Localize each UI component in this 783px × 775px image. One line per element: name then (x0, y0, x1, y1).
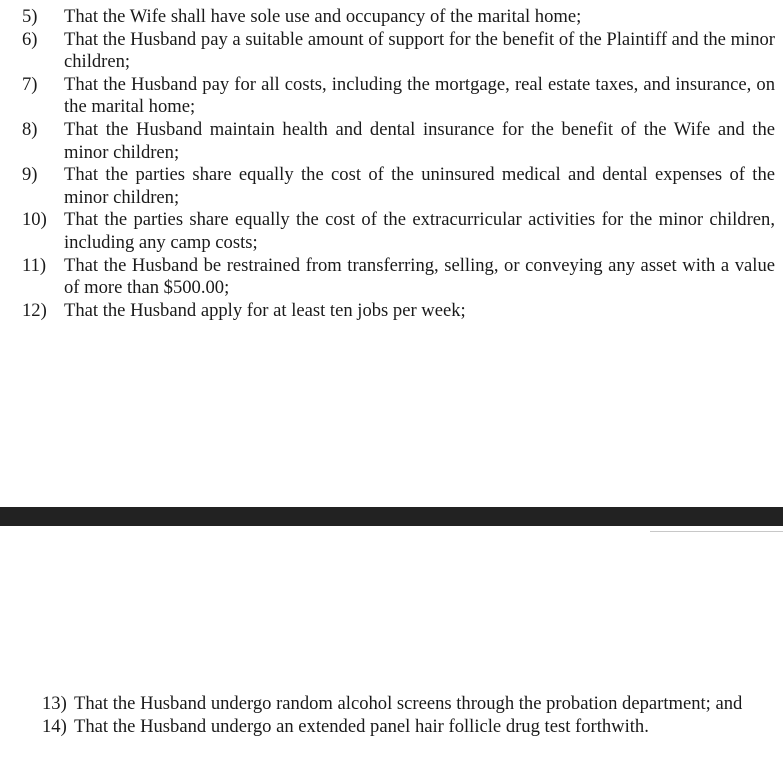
numbered-list-top (0, 6, 783, 322)
item-number: 7) (22, 73, 38, 95)
item-text: That the Wife shall have sole use and occupancy of the marital home; (64, 6, 582, 27)
list-item (0, 119, 783, 164)
list-item (0, 300, 783, 323)
list-item (0, 716, 783, 739)
item-text: That the Husband pay a suitable amount of support for the benefit of the Plaintiff and the minor children; (64, 28, 775, 73)
item-number: 5) (22, 6, 38, 27)
list-item (0, 29, 783, 74)
list-item (0, 164, 783, 209)
item-number: 8) (22, 118, 38, 140)
item-number: 14) (42, 715, 67, 737)
item-text: That the Husband be restrained from transferring, selling, or conveying any asset with a value of more than $500.00; (64, 254, 775, 299)
item-number: 10) (22, 209, 47, 231)
list-item (0, 255, 783, 300)
item-text: That the parties share equally the cost of the uninsured medical and dental expenses of the minor children; (64, 164, 775, 208)
item-number: 13) (42, 693, 67, 714)
list-item (0, 693, 783, 716)
item-text: That the Husband pay for all costs, including the mortgage, real estate taxes, and insurance, on the marital home; (64, 73, 775, 118)
item-number: 12) (22, 299, 47, 321)
list-item (0, 209, 783, 254)
item-text: That the Husband undergo an extended panel hair follicle drug test forthwith. (74, 715, 649, 737)
item-text: That the parties share equally the cost of the extracurricular activities for the minor children, including any camp costs; (64, 209, 775, 253)
item-text: That the Husband undergo random alcohol screens through the probation department; and (74, 693, 743, 714)
page-break-bar (0, 507, 783, 526)
item-text: That the Husband maintain health and dental insurance for the benefit of the Wife and the minor children; (64, 118, 775, 163)
list-item (0, 74, 783, 119)
item-number: 11) (22, 254, 47, 276)
list-item (0, 6, 783, 29)
numbered-list-bottom (0, 693, 783, 738)
item-number: 9) (22, 164, 38, 186)
item-text: That the Husband apply for at least ten jobs per week; (64, 299, 466, 321)
item-number: 6) (22, 28, 38, 50)
page-edge-line (650, 531, 783, 532)
